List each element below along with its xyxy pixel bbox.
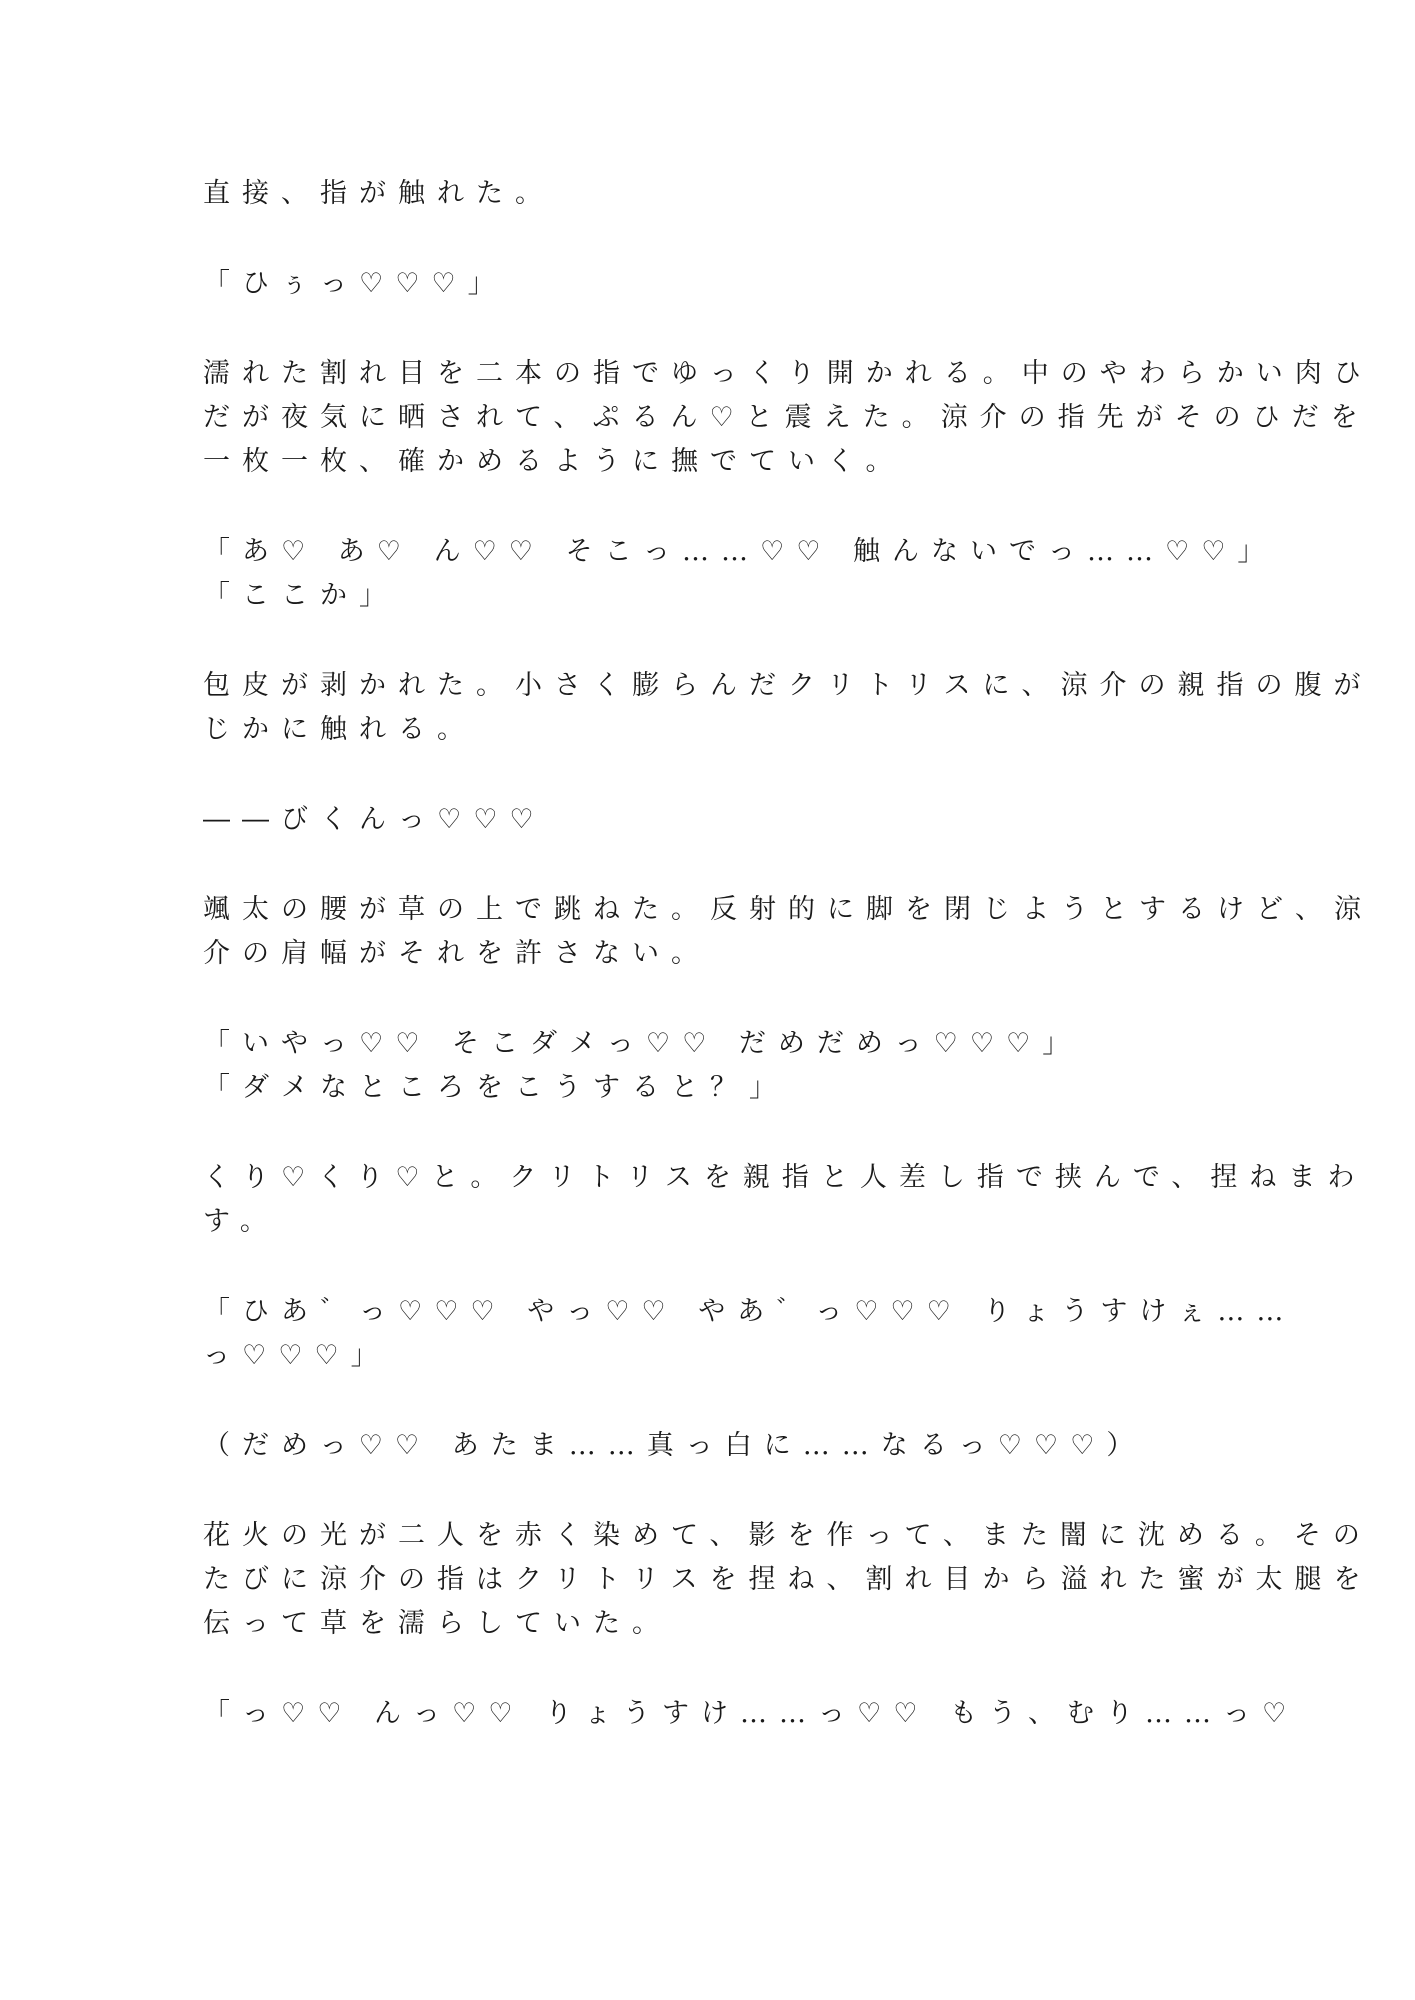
text-line: 「いやっ♡♡ そこダメっ♡♡ だめだめっ♡♡♡」 [203,1028,1082,1059]
text-line: たびに涼介の指はクリトリスを捏ね、割れ目から溢れた蜜が太腿を [203,1564,1373,1595]
text-line: ――びくんっ♡♡♡ [203,804,546,835]
text-line: 颯太の腰が草の上で跳ねた。反射的に脚を閉じようとするけど、涼 [203,894,1373,925]
document-page [203,172,1373,1782]
text-line: 濡れた割れ目を二本の指でゆっくり開かれる。中のやわらかい肉ひ [203,358,1373,389]
text-line: くり♡くり♡と。クリトリスを親指と人差し指で挟んで、捏ねまわ [203,1162,1367,1193]
text-line: だが夜気に晒されて、ぷるん♡と震えた。涼介の指先がそのひだを [203,402,1370,433]
paragraph [203,262,1223,306]
text-line: じかに触れる。 [203,714,476,745]
paragraph [203,1290,1296,1378]
text-line: 「っ♡♡ んっ♡♡ りょうすけ……っ♡♡ もう、むり……っ♡ [203,1698,1299,1729]
text-line: 直接、指が触れた。 [203,178,554,209]
text-line: 伝って草を濡らしていた。 [203,1608,671,1639]
text-line: っ♡♡♡」 [203,1340,390,1371]
text-line: 一枚一枚、確かめるように撫でていく。 [203,446,905,477]
text-line: （だめっ♡♡ あたま……真っ白に……なるっ♡♡♡） [203,1430,1146,1461]
paragraph [203,1156,1367,1244]
text-line: 「ひぅっ♡♡♡」 [203,268,507,299]
paragraph [203,798,1223,842]
text-line: す。 [203,1206,279,1237]
text-line: 「ひあ゛っ♡♡♡ やっ♡♡ やあ゛っ♡♡♡ りょうすけぇ…… [203,1296,1296,1327]
text-line: 「ここか」 [203,580,398,611]
paragraph [203,172,1223,216]
text-line: 介の肩幅がそれを許さない。 [203,938,710,969]
paragraph [203,664,1373,752]
text-line: 包皮が剥かれた。小さく膨らんだクリトリスに、涼介の親指の腹が [203,670,1373,701]
paragraph [203,888,1373,976]
text-line: 「ダメなところをこうすると？」 [203,1072,788,1103]
paragraph [203,352,1373,484]
paragraph [203,1692,1299,1736]
paragraph [203,1424,1223,1468]
paragraph [203,1514,1373,1646]
paragraph [203,530,1277,618]
text-line: 花火の光が二人を赤く染めて、影を作って、また闇に沈める。その [203,1520,1372,1551]
paragraph [203,1022,1223,1110]
text-line: 「あ♡ あ♡ ん♡♡ そこっ……♡♡ 触んないでっ……♡♡」 [203,536,1277,567]
